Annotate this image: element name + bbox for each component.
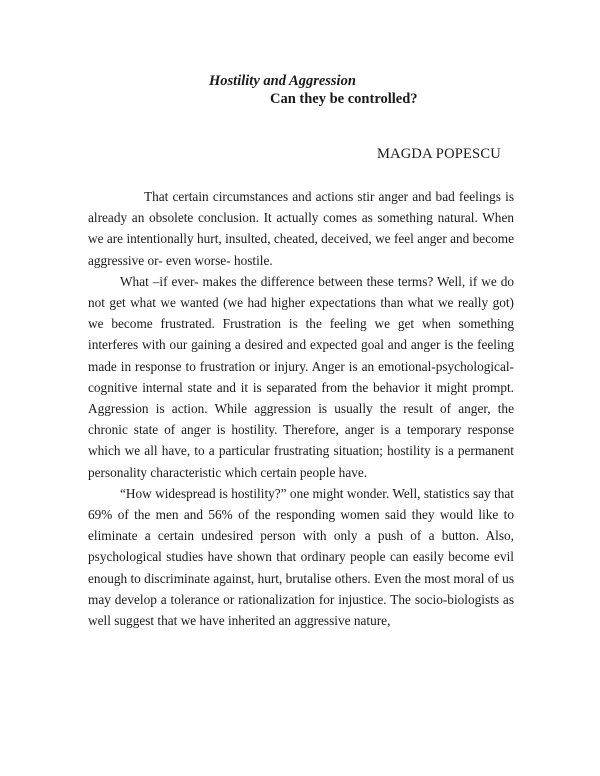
document-title: Hostility and Aggression	[209, 73, 356, 89]
body-text	[88, 186, 514, 631]
author-name: MAGDA POPESCU	[377, 146, 501, 162]
paragraph-2: What –if ever- makes the difference between these terms? Well, if we do not get what we wanted (we had higher expectations than what we really got) we become frustrated. Frustration is the feeling we get when something interferes with our gaining a desired and expected goal and anger is the feeling made in response to frustration or injury. Anger is an emotional-psychological-cognitive internal state and it is separated from the behavior it might prompt. Aggression is action. While aggression is usually the result of anger, the chronic state of anger is hostility. Therefore, anger is a temporary response which we all have, to a particular frustrating situation; hostility is a permanent personality characteristic which certain people have.	[88, 273, 514, 480]
paragraph-1: That certain circumstances and actions stir anger and bad feelings is already an obsolete conclusion. It actually comes as something natural. When we are intentionally hurt, insulted, cheated, deceived, we feel anger and become aggressive or- even worse- hostile.	[88, 189, 514, 268]
document-subtitle: Can they be controlled?	[270, 91, 418, 107]
paragraph-3: “How widespread is hostility?” one might wonder. Well, statistics say that 69% of the men and 56% of the responding women said they would like to eliminate a certain undesired person with only a push of a button. Also, psychological studies have shown that ordinary people can easily become evil enough to discriminate against, hurt, brutalise others. Even the most moral of us may develop a tolerance or rationalization for injustice. The socio-biologists as well suggest that we have inherited an aggressive nature,	[88, 485, 514, 629]
